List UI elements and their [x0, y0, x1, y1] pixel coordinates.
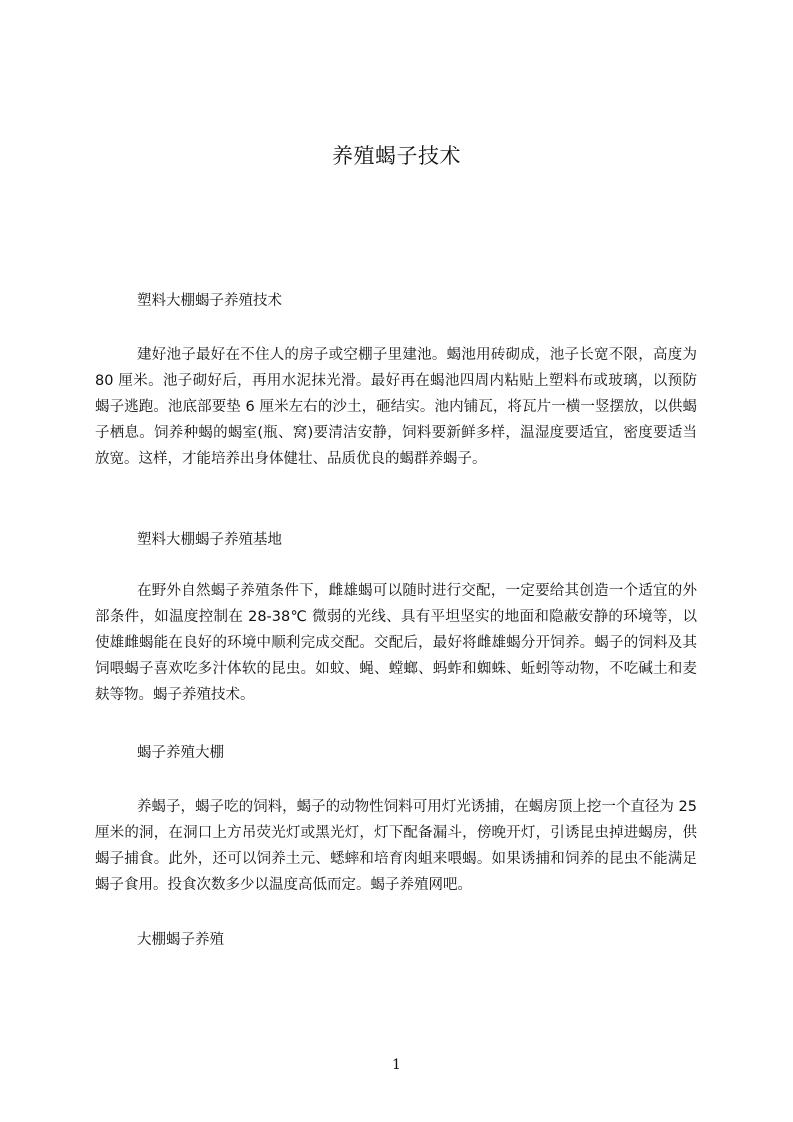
section-heading-1: 塑料大棚蝎子养殖技术 [137, 293, 282, 309]
section-paragraph-3: 养蝎子，蝎子吃的饲料，蝎子的动物性饲料可用灯光诱捕，在蝎房顶上挖一个直径为 25 厘米的洞，在洞口上方吊荧光灯或黑光灯，灯下配备漏斗，傍晚开灯，引诱昆虫掉进蝎房，供蝎子捕食。此外，还可以饲养土元、蟋蟀和培育肉蛆来喂蝎。如果诱捕和饲养的昆虫不能满足蝎子食用。投食次数多少以温度高低而定。蝎子养殖网吧。 [95, 799, 697, 893]
section-heading-3: 蝎子养殖大棚 [137, 745, 224, 761]
page-number: 1 [392, 1057, 401, 1073]
section-paragraph-2: 在野外自然蝎子养殖条件下，雌雄蝎可以随时进行交配，一定要给其创造一个适宜的外部条件，如温度控制在 28-38℃ 微弱的光线、具有平坦坚实的地面和隐蔽安静的环境等，以使雄雌蝎能在良好的环境中顺利完成交配。交配后，最好将雌雄蝎分开饲养。蝎子的饲料及其饲喂蝎子喜欢吃多汁体软的昆虫。如蚊、蝇、螳螂、蚂蚱和蜘蛛、蚯蚓等动物，不吃碱土和麦麸等物。蝎子养殖技术。 [95, 583, 697, 703]
section-heading-2: 塑料大棚蝎子养殖基地 [137, 532, 282, 548]
section-heading-4: 大棚蝎子养殖 [137, 932, 224, 948]
document-title: 养殖蝎子技术 [332, 144, 461, 168]
section-paragraph-1: 建好池子最好在不住人的房子或空棚子里建池。蝎池用砖砌成，池子长宽不限，高度为 80 厘米。池子砌好后，再用水泥抹光滑。最好再在蝎池四周内粘贴上塑料布或玻璃，以预防蝎子逃跑。池底部要垫 6 厘米左右的沙土，砸结实。池内铺瓦，将瓦片一横一竖摆放，以供蝎子栖息。饲养种蝎的蝎室(瓶、窝)要清洁安静，饲料要新鲜多样，温湿度要适宜，密度要适当放宽。这样，才能培养出身体健壮、品质优良的蝎群养蝎子。 [95, 347, 697, 467]
